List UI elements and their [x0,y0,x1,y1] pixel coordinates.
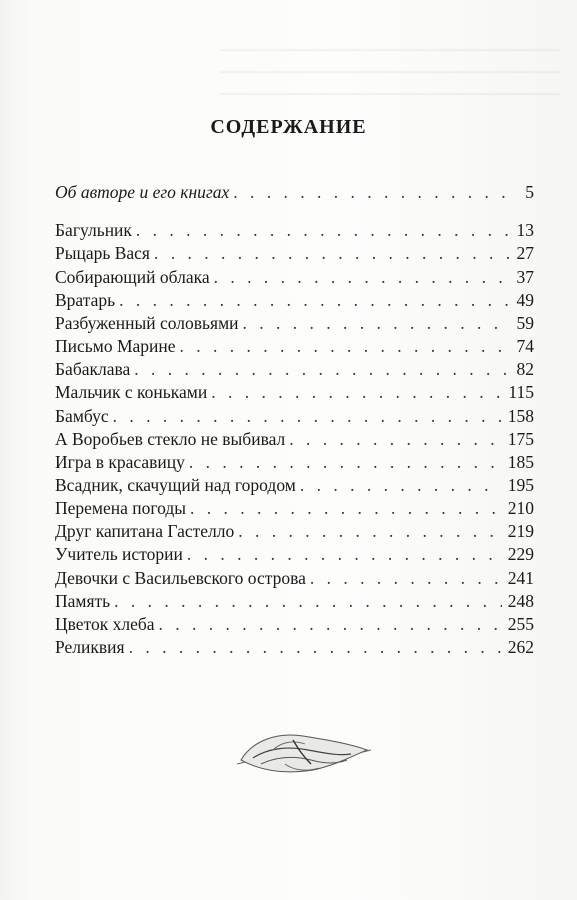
toc-entry [55,542,534,566]
toc-entry-title: Девочки с Васильевского острова [55,568,306,588]
toc-entry-title: Письмо Марине [55,336,176,356]
toc-leader-dots [310,566,502,590]
toc-entry [55,566,534,590]
toc-entry-title: Собирающий облака [55,267,210,287]
toc-entry-title: Игра в красавицу [55,452,185,472]
toc-leader-dots [190,496,502,520]
toc-entry-page: 27 [516,243,534,263]
toc-entry [55,612,534,636]
toc-leader-dots [189,450,502,474]
toc-entry-page: 158 [507,406,534,426]
toc-entry-page: 241 [507,568,534,588]
vignette-illustration [233,720,373,780]
toc-entry-page: 229 [507,544,534,564]
toc-leader-dots [114,589,502,613]
toc-entry-title: Память [55,591,111,611]
toc-entry [55,635,534,659]
toc-entry-page: 49 [516,290,534,310]
toc-entry-page: 219 [507,521,534,541]
toc-entry-title: Мальчик с коньками [55,382,208,402]
toc-leader-dots [129,635,502,659]
toc-entry-page: 5 [525,182,534,202]
toc-entry-title: Перемена погоды [55,498,187,518]
toc-entry-page: 13 [516,220,534,240]
toc-entry-page: 262 [507,637,534,657]
toc-entry [55,589,534,613]
toc-entry-title: Вратарь [55,290,116,310]
toc-entry-page: 115 [508,382,534,402]
toc-leader-dots [119,288,510,312]
toc-entry-title: Разбуженный соловьями [55,313,239,333]
toc-entry [55,334,534,358]
toc-leader-dots [180,334,511,358]
toc-leader-dots [214,265,511,289]
toc-entry-title: Учитель истории [55,544,183,564]
toc-leader-dots [233,180,519,204]
toc-leader-dots [243,311,511,335]
toc-leader-dots [238,519,502,543]
toc-entry [55,241,534,265]
toc-entry-title: А Воробьев стекло не выбивал [55,429,286,449]
toc-entry-page: 82 [516,359,534,379]
toc-entry [55,450,534,474]
toc-entry [55,180,534,204]
toc-entry-page: 37 [516,267,534,287]
toc-entry [55,265,534,289]
toc-entry-page: 74 [516,336,534,356]
toc-entry [55,380,534,404]
show-through-texture: ────────────────────────────── ────────────────────────────── ────────────────────────────── [219,42,560,103]
toc-entry-page: 255 [507,614,534,634]
toc-entry [55,404,534,428]
toc-leader-dots [113,404,502,428]
toc-entry-title: Цветок хлеба [55,614,155,634]
toc-entry-title: Бамбус [55,406,109,426]
toc-leader-dots [211,380,502,404]
toc-leader-dots [289,427,501,451]
toc-leader-dots [187,542,502,566]
toc-entry-title: Друг капитана Гастелло [55,521,235,541]
toc-entry-page: 59 [516,313,534,333]
toc-entry [55,311,534,335]
toc-leader-dots [134,357,510,381]
toc-entry-title: Всадник, скачущий над городом [55,475,296,495]
toc-entry-title: Багульник [55,220,132,240]
toc-entry [55,496,534,520]
toc-entry-title: Об авторе и его книгах [55,182,230,202]
toc-leader-dots [154,241,511,265]
toc-leader-dots [300,473,502,497]
page-title: СОДЕРЖАНИЕ [210,116,367,138]
toc-entry [55,427,534,451]
toc-entry-page: 248 [507,591,534,611]
toc-entry-page: 195 [507,475,534,495]
toc-leader-dots [159,612,502,636]
toc-entry-title: Бабаклава [55,359,131,379]
toc-entry [55,288,534,312]
toc-entry [55,357,534,381]
toc-entry [55,519,534,543]
toc-entry-page: 185 [507,452,534,472]
toc-entry-page: 210 [507,498,534,518]
toc-entry [55,218,534,242]
toc-entry-title: Реликвия [55,637,125,657]
toc-entry-title: Рыцарь Вася [55,243,150,263]
toc-entry [55,473,534,497]
toc-leader-dots [136,218,511,242]
toc-entry-page: 175 [507,429,534,449]
